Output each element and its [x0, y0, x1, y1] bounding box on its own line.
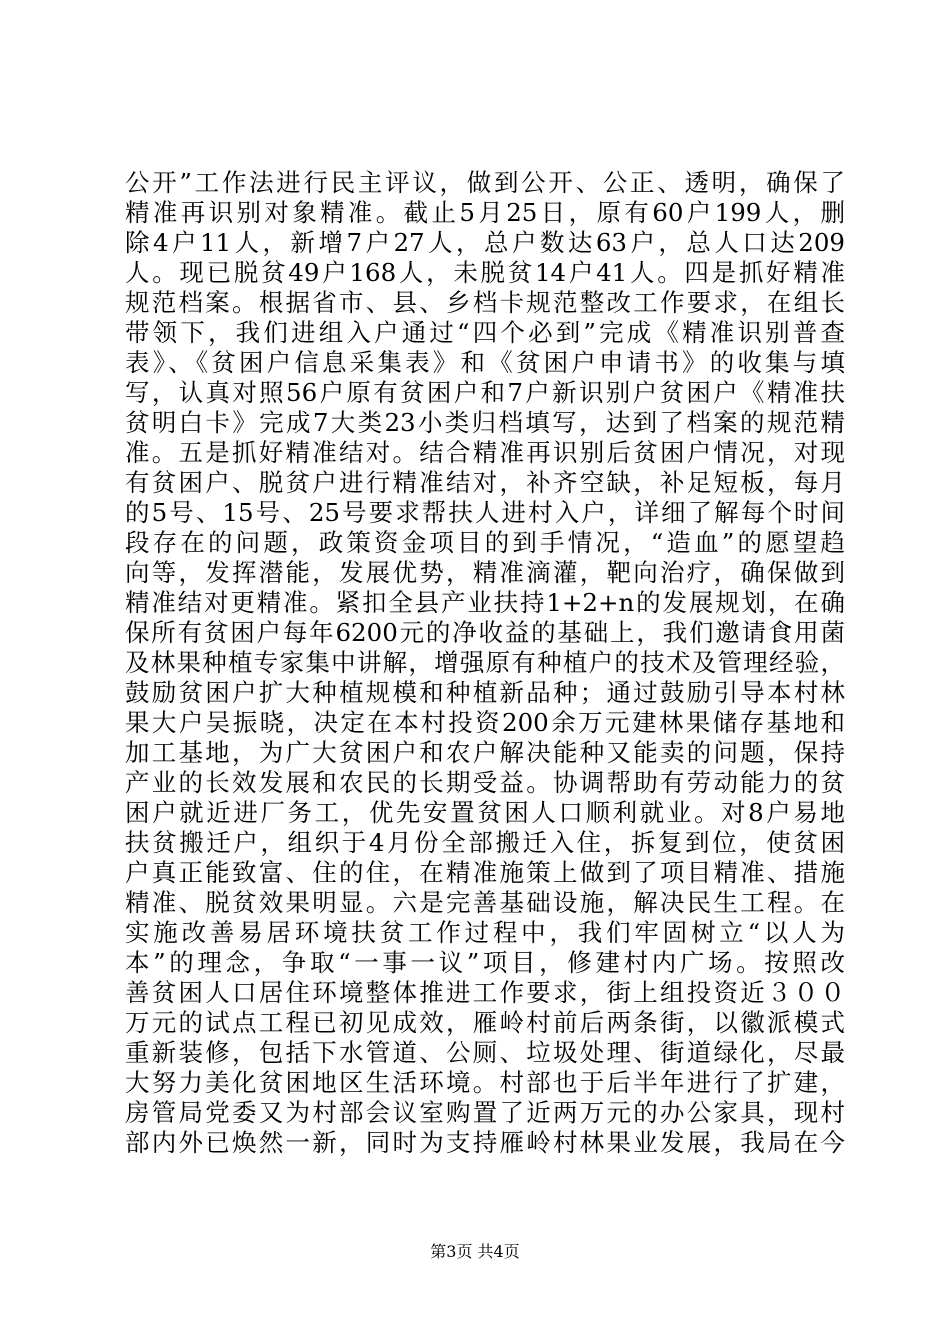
text-line: 带领下，我们进组入户通过“四个必到”完成《精准识别普查: [125, 318, 845, 347]
body-text: [125, 168, 845, 1158]
text-line: 的5号、15号、25号要求帮扶人进村入户，详细了解每个时间: [125, 498, 845, 527]
text-line: 公开”工作法进行民主评议，做到公开、公正、透明，确保了: [125, 168, 845, 197]
text-line: 实施改善易居环境扶贫工作过程中，我们牢固树立“以人为: [125, 918, 845, 947]
text-line: 精准、脱贫效果明显。六是完善基础设施，解决民生工程。在: [125, 888, 845, 917]
text-line: 规范档案。根据省市、县、乡档卡规范整改工作要求，在组长: [125, 288, 845, 317]
text-line: 段存在的问题，政策资金项目的到手情况，“造血”的愿望趋: [125, 528, 845, 557]
text-line: 除4户11人，新增7户27人，总户数达63户，总人口达209: [125, 228, 845, 257]
text-line: 扶贫搬迁户，组织于4月份全部搬迁入住，拆复到位，使贫困: [125, 828, 845, 857]
text-line: 果大户吴振晓，决定在本村投资200余万元建林果储存基地和: [125, 708, 845, 737]
text-line: 有贫困户、脱贫户进行精准结对，补齐空缺，补足短板，每月: [125, 468, 845, 497]
text-line: 本”的理念，争取“一事一议”项目，修建村内广场。按照改: [125, 948, 845, 977]
text-line: 重新装修，包括下水管道、公厕、垃圾处理、街道绿化，尽最: [125, 1038, 845, 1067]
text-line: 人。现已脱贫49户168人，未脱贫14户41人。四是抓好精准: [125, 258, 845, 287]
text-line: 万元的试点工程已初见成效，雁岭村前后两条街，以徽派模式: [125, 1008, 845, 1037]
text-line: 困户就近进厂务工，优先安置贫困人口顺利就业。对8户易地: [125, 798, 845, 827]
text-line: 贫明白卡》完成7大类23小类归档填写，达到了档案的规范精: [125, 408, 845, 437]
text-line: 向等，发挥潜能，发展优势，精准滴灌，靶向治疗，确保做到: [125, 558, 845, 587]
text-line: 精准结对更精准。紧扣全县产业扶持1+2+n的发展规划，在确: [125, 588, 845, 617]
text-line: 加工基地，为广大贫困户和农户解决能种又能卖的问题，保持: [125, 738, 845, 767]
text-line: 表》、《贫困户信息采集表》和《贫困户申请书》的收集与填: [125, 348, 845, 377]
text-line: 准。五是抓好精准结对。结合精准再识别后贫困户情况，对现: [125, 438, 845, 467]
text-line: 鼓励贫困户扩大种植规模和种植新品种；通过鼓励引导本村林: [125, 678, 845, 707]
text-line: 产业的长效发展和农民的长期受益。协调帮助有劳动能力的贫: [125, 768, 845, 797]
page-footer: 第3页 共4页: [430, 1242, 520, 1261]
text-line: 大努力美化贫困地区生活环境。村部也于后半年进行了扩建，: [125, 1068, 845, 1097]
text-line: 精准再识别对象精准。截止5月25日，原有60户199人，删: [125, 198, 845, 227]
text-line: 户真正能致富、住的住，在精准施策上做到了项目精准、措施: [125, 858, 845, 887]
text-line: 善贫困人口居住环境整体推进工作要求，街上组投资近３００: [125, 978, 845, 1007]
text-line: 及林果种植专家集中讲解，增强原有种植户的技术及管理经验，: [125, 648, 845, 677]
text-line: 写，认真对照56户原有贫困户和7户新识别户贫困户《精准扶: [125, 378, 845, 407]
text-line: 部内外已焕然一新，同时为支持雁岭村林果业发展，我局在今: [125, 1128, 845, 1157]
text-line: 保所有贫困户每年6200元的净收益的基础上，我们邀请食用菌: [125, 618, 845, 647]
text-line: 房管局党委又为村部会议室购置了近两万元的办公家具，现村: [125, 1098, 845, 1127]
